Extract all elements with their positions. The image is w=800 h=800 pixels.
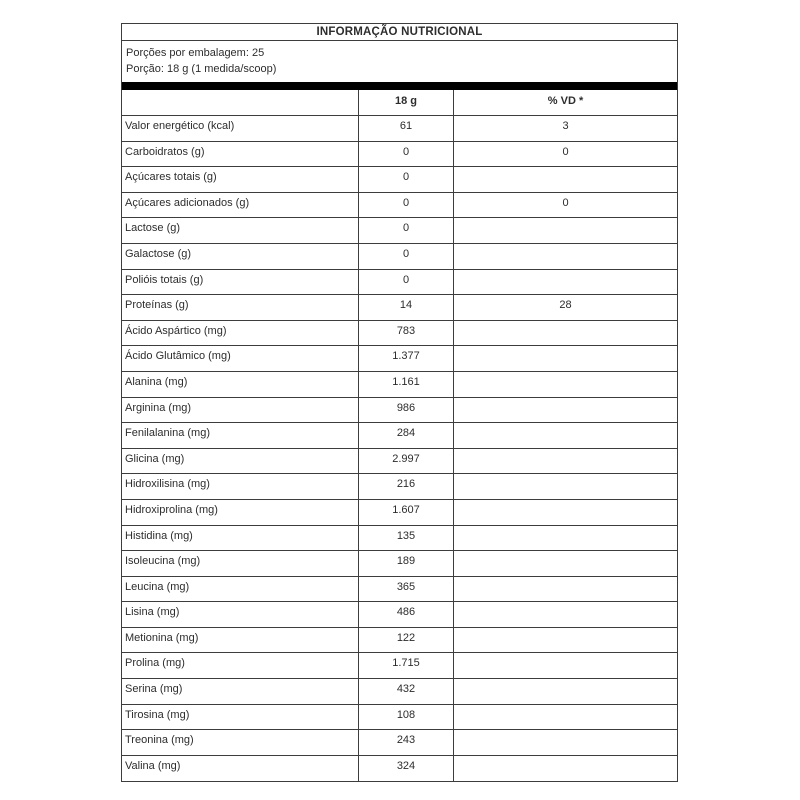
nutrient-label: Hidroxiprolina (mg) [122, 500, 358, 526]
table-row [122, 602, 677, 628]
amount-value: 0 [358, 193, 454, 219]
amount-value: 189 [358, 551, 454, 577]
daily-value [454, 577, 677, 603]
nutrient-label: Prolina (mg) [122, 653, 358, 679]
amount-value: 284 [358, 423, 454, 449]
daily-value [454, 602, 677, 628]
nutrient-label: Ácido Aspártico (mg) [122, 321, 358, 347]
table-row [122, 218, 677, 244]
nutrient-label: Glicina (mg) [122, 449, 358, 475]
nutrient-label: Açúcares adicionados (g) [122, 193, 358, 219]
daily-value [454, 321, 677, 347]
amount-value: 0 [358, 142, 454, 168]
amount-value: 14 [358, 295, 454, 321]
table-row [122, 628, 677, 654]
table-row [122, 577, 677, 603]
daily-value [454, 244, 677, 270]
table-row [122, 705, 677, 731]
daily-value [454, 346, 677, 372]
nutrient-label: Histidina (mg) [122, 526, 358, 552]
table-row [122, 653, 677, 679]
daily-value [454, 628, 677, 654]
amount-value: 243 [358, 730, 454, 756]
nutrient-label: Valina (mg) [125, 759, 181, 772]
nutrient-label: Serina (mg) [122, 679, 358, 705]
daily-value [454, 756, 677, 782]
table-row [122, 756, 677, 782]
nutrient-label: Valor energético (kcal) [122, 116, 358, 142]
daily-value: 0 [454, 142, 677, 168]
table-row [122, 423, 677, 449]
table-row [122, 372, 677, 398]
nutrition-facts-table [121, 23, 678, 782]
header-daily-value: % VD * [454, 90, 677, 116]
daily-value: 28 [454, 295, 677, 321]
daily-value [454, 705, 677, 731]
nutrient-label: Açúcares totais (g) [122, 167, 358, 193]
nutrient-label: Isoleucina (mg) [122, 551, 358, 577]
daily-value [454, 653, 677, 679]
daily-value [454, 526, 677, 552]
table-row [122, 142, 677, 168]
amount-value: 986 [358, 398, 454, 424]
table-body [122, 116, 677, 781]
nutrient-label: Fenilalanina (mg) [122, 423, 358, 449]
amount-value: 2.997 [358, 449, 454, 475]
amount-value: 0 [358, 270, 454, 296]
daily-value [454, 474, 677, 500]
header-amount: 18 g [358, 90, 454, 116]
daily-value [454, 167, 677, 193]
table-row [122, 449, 677, 475]
daily-value [454, 398, 677, 424]
amount-value: 783 [358, 321, 454, 347]
table-row [122, 526, 677, 552]
daily-value [454, 372, 677, 398]
nutrient-label: Hidroxilisina (mg) [122, 474, 358, 500]
table-row [122, 551, 677, 577]
amount-value: 432 [358, 679, 454, 705]
amount-value: 324 [358, 756, 454, 782]
daily-value: 0 [454, 193, 677, 219]
amount-value: 1.161 [358, 372, 454, 398]
table-row [122, 474, 677, 500]
amount-value: 1.715 [358, 653, 454, 679]
amount-value: 61 [358, 116, 454, 142]
header-nutrient-empty [122, 90, 358, 116]
table-row [122, 167, 677, 193]
amount-value: 0 [358, 167, 454, 193]
daily-value [454, 423, 677, 449]
serving-info [122, 41, 677, 82]
nutrient-label: Treonina (mg) [122, 730, 358, 756]
daily-value [454, 500, 677, 526]
nutrient-label: Arginina (mg) [122, 398, 358, 424]
table-row [122, 500, 677, 526]
nutrient-label: Alanina (mg) [122, 372, 358, 398]
table-row [122, 244, 677, 270]
serving-size: Porção: 18 g (1 medida/scoop) [126, 63, 277, 75]
amount-value: 0 [358, 244, 454, 270]
nutrient-label: Proteínas (g) [122, 295, 358, 321]
amount-value: 108 [358, 705, 454, 731]
amount-value: 1.377 [358, 346, 454, 372]
daily-value: 3 [454, 116, 677, 142]
table-row [122, 270, 677, 296]
nutrient-label: Lactose (g) [122, 218, 358, 244]
nutrient-label: Lisina (mg) [122, 602, 358, 628]
column-header-row [122, 90, 677, 116]
table-row [122, 398, 677, 424]
amount-value: 122 [358, 628, 454, 654]
table-row [122, 193, 677, 219]
amount-value: 216 [358, 474, 454, 500]
nutrient-label: Ácido Glutâmico (mg) [122, 346, 358, 372]
daily-value [454, 218, 677, 244]
table-row [122, 295, 677, 321]
daily-value [454, 449, 677, 475]
amount-value: 1.607 [358, 500, 454, 526]
table-row [122, 116, 677, 142]
servings-per-package: Porções por embalagem: 25 [126, 47, 265, 59]
table-title: INFORMAÇÃO NUTRICIONAL [122, 24, 677, 41]
daily-value [454, 270, 677, 296]
nutrient-label: Metionina (mg) [122, 628, 358, 654]
nutrient-label: Tirosina (mg) [122, 705, 358, 731]
table-row [122, 321, 677, 347]
nutrient-label: Polióis totais (g) [122, 270, 358, 296]
daily-value [454, 730, 677, 756]
table-row [122, 679, 677, 705]
daily-value [454, 679, 677, 705]
nutrient-label: Leucina (mg) [122, 577, 358, 603]
amount-value: 486 [358, 602, 454, 628]
separator-bar [122, 82, 677, 90]
amount-value: 0 [358, 218, 454, 244]
nutrient-label: Carboidratos (g) [122, 142, 358, 168]
daily-value [454, 551, 677, 577]
nutrient-label: Galactose (g) [122, 244, 358, 270]
amount-value: 365 [358, 577, 454, 603]
table-row [122, 730, 677, 756]
table-row [122, 346, 677, 372]
amount-value: 135 [358, 526, 454, 552]
